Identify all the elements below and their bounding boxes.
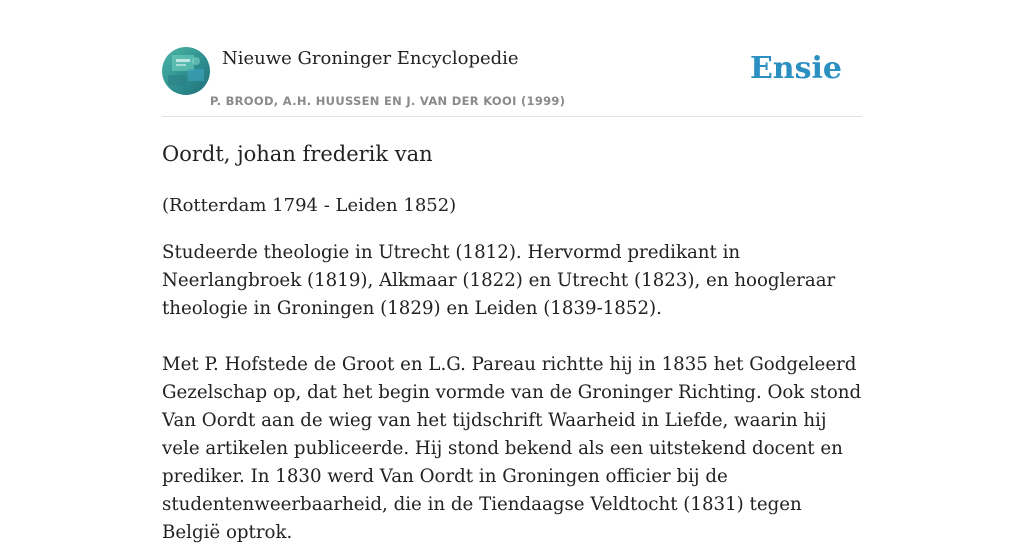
- book-cover-thumbnail[interactable]: [162, 47, 210, 95]
- entry-paragraph: Met P. Hofstede de Groot en L.G. Pareau richtte hij in 1835 het Godgeleerd Gezelschap op, dat het begin vormde van de Groninger Richting. Ook stond Van Oordt aan de wieg van het tijdschrift Waarheid in Liefde, waarin hij vele artikelen publiceerde. Hij stond bekend als een uitstekend docent en prediker. In 1830 werd Van Oordt in Groningen officier bij de studentenweerbaarheid, die in de Tiendaagse Veldtocht (1831) tegen België optrok.: [162, 354, 862, 543]
- entry-paragraph: Studeerde theologie in Utrecht (1812). Hervormd predikant in Neerlangbroek (1819), Alkmaar (1822) en Utrecht (1823), en hoogleraar theologie in Groningen (1829) en Leiden (1839-1852).: [162, 242, 836, 319]
- book-title[interactable]: Nieuwe Groninger Encyclopedie: [222, 48, 519, 69]
- page-header: [162, 46, 862, 117]
- entry-lifespan: (Rotterdam 1794 - Leiden 1852): [162, 195, 457, 216]
- entry-title: Oordt, johan frederik van: [162, 142, 433, 166]
- book-authors: P. BROOD, A.H. HUUSSEN EN J. VAN DER KOOI (1999): [210, 94, 566, 108]
- ensie-logo[interactable]: Ensie: [749, 51, 842, 86]
